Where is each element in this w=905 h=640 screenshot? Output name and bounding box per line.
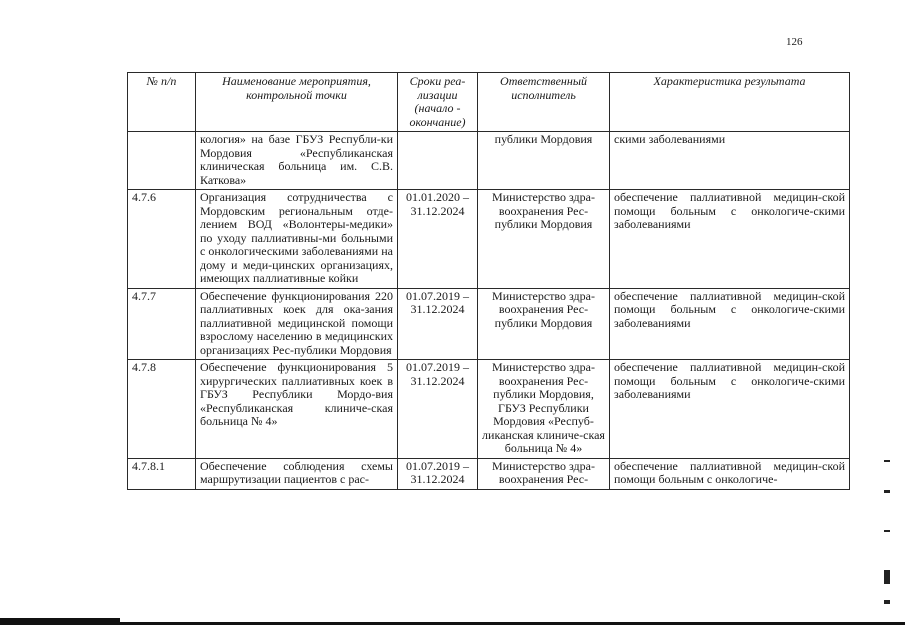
row-result: обеспечение паллиативной медицин-ской помощи больным с онкологиче-скими заболеваниями bbox=[610, 190, 850, 289]
row-dates bbox=[398, 132, 478, 190]
page-number: 126 bbox=[786, 36, 803, 48]
header-responsible: Ответственный исполнитель bbox=[478, 73, 610, 132]
row-responsible: Министерство здра-воохранения Рес- bbox=[478, 458, 610, 489]
row-result: обеспечение паллиативной медицин-ской помощи больным с онкологиче-скими заболеваниями bbox=[610, 360, 850, 459]
row-dates: 01.01.2020 – 31.12.2024 bbox=[398, 190, 478, 289]
row-number: 4.7.6 bbox=[128, 190, 196, 289]
table-row bbox=[128, 458, 850, 489]
row-dates: 01.07.2019 – 31.12.2024 bbox=[398, 458, 478, 489]
row-number bbox=[128, 132, 196, 190]
row-responsible: Министерство здра-воохранения Рес-публики Мордовия bbox=[478, 190, 610, 289]
header-name: Наименование мероприятия, контрольной точки bbox=[196, 73, 398, 132]
row-number: 4.7.8.1 bbox=[128, 458, 196, 489]
row-activity: кология» на базе ГБУЗ Республи-ки Мордовия «Республиканская клиническая больница им. С.В. Каткова» bbox=[196, 132, 398, 190]
table-row bbox=[128, 132, 850, 190]
table-row bbox=[128, 288, 850, 360]
header-dates: Сроки реа-лизации (начало - окончание) bbox=[398, 73, 478, 132]
scan-streak bbox=[884, 460, 890, 620]
row-activity: Обеспечение соблюдения схемы маршрутизации пациентов с рас- bbox=[196, 458, 398, 489]
row-result: обеспечение паллиативной медицин-ской помощи больным с онкологиче-скими заболеваниями bbox=[610, 288, 850, 360]
header-result: Характеристика результата bbox=[610, 73, 850, 132]
row-activity: Обеспечение функционирования 220 паллиативных коек для ока-зания паллиативной медицинской помощи взрослому населению в медицинских организациях Рес-публики Мордовия bbox=[196, 288, 398, 360]
row-number: 4.7.8 bbox=[128, 360, 196, 459]
activities-table bbox=[127, 72, 850, 490]
row-activity: Обеспечение функционирования 5 хирургических паллиативных коек в ГБУЗ Республики Мордо-вия «Республиканская клиниче-ская больница № 4» bbox=[196, 360, 398, 459]
table-header-row bbox=[128, 73, 850, 132]
row-number: 4.7.7 bbox=[128, 288, 196, 360]
table-row bbox=[128, 190, 850, 289]
table-row bbox=[128, 360, 850, 459]
row-result: обеспечение паллиативной медицин-ской помощи больным с онкологиче- bbox=[610, 458, 850, 489]
row-responsible: Министерство здра-воохранения Рес-публики Мордовия, ГБУЗ Республики Мордовия «Респуб-ликанская клиниче-ская больница № 4» bbox=[478, 360, 610, 459]
scan-bottom-edge bbox=[0, 622, 905, 625]
row-dates: 01.07.2019 – 31.12.2024 bbox=[398, 360, 478, 459]
row-dates: 01.07.2019 – 31.12.2024 bbox=[398, 288, 478, 360]
row-activity: Организация сотрудничества с Мордовским региональным отде-лением ВОД «Волонтеры-медики» по уходу паллиативны-ми больными с онкологическими заболеваниями на дому и меди-цинских организациях, имеющих паллиативные койки bbox=[196, 190, 398, 289]
row-responsible: Министерство здра-воохранения Рес-публики Мордовия bbox=[478, 288, 610, 360]
row-result: скими заболеваниями bbox=[610, 132, 850, 190]
row-responsible: публики Мордовия bbox=[478, 132, 610, 190]
header-num: № п/п bbox=[128, 73, 196, 132]
